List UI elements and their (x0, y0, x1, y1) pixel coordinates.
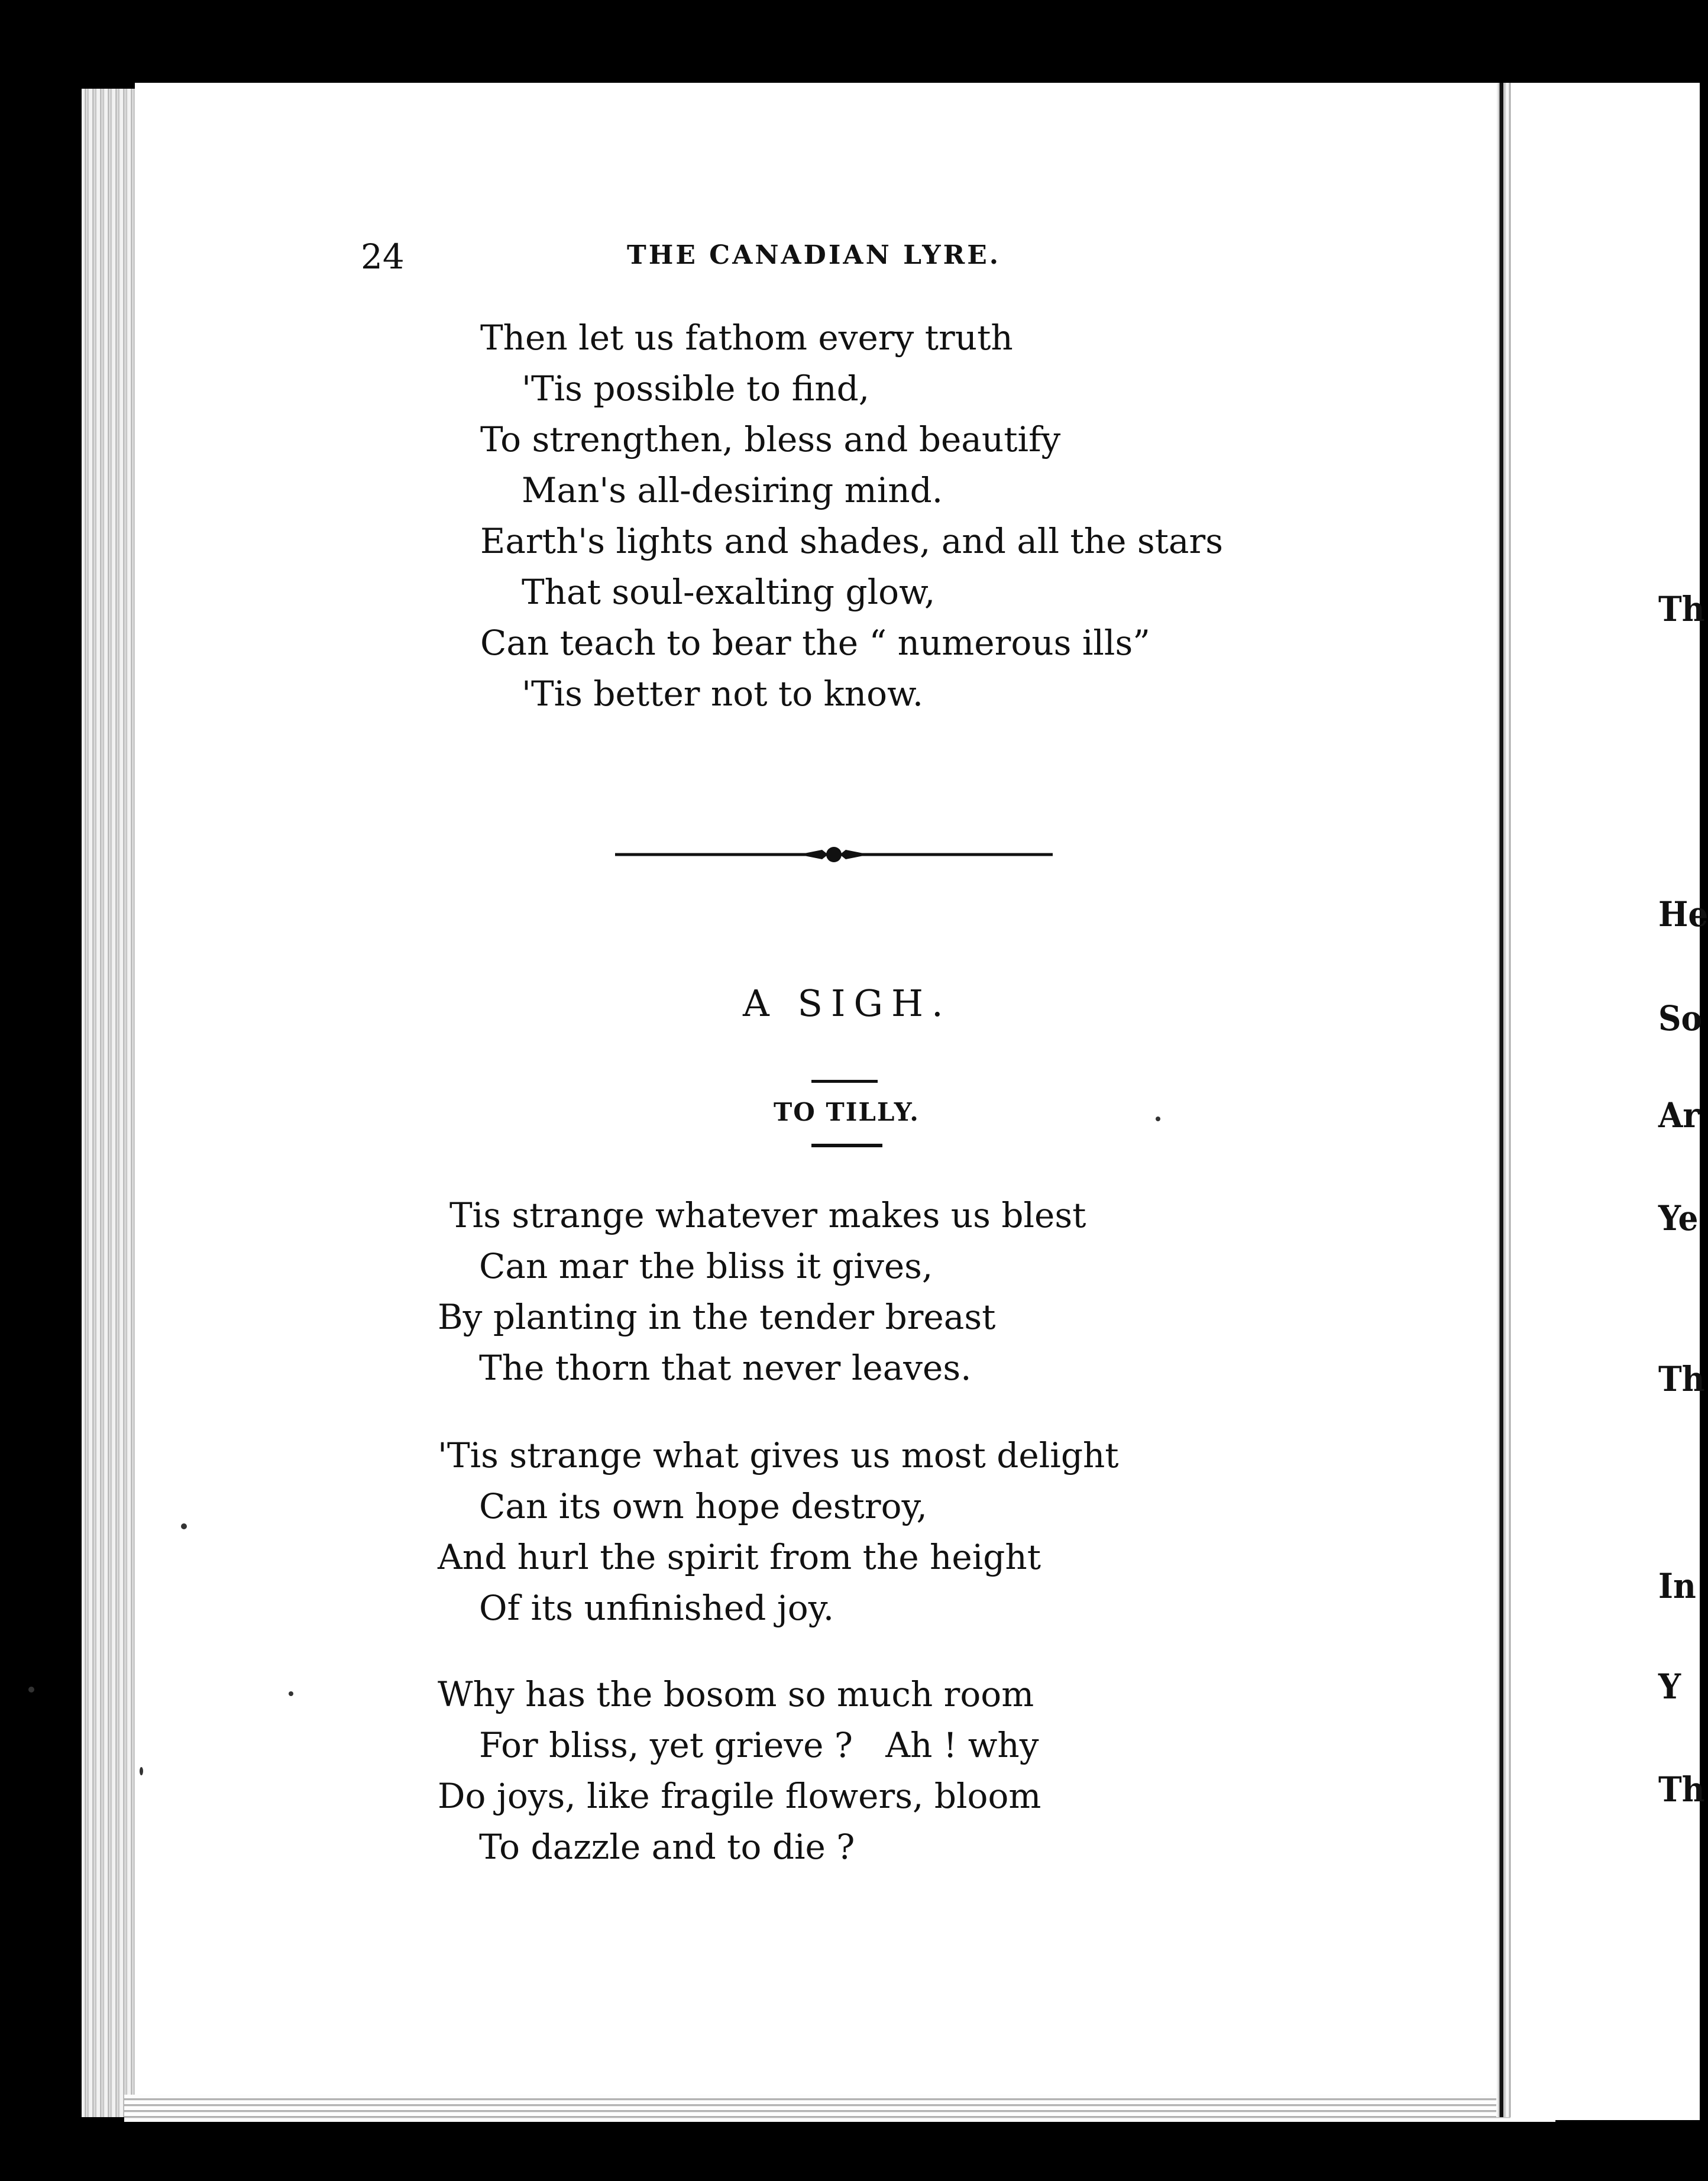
page-number: 24 (361, 237, 405, 277)
verse-line: Do joys, like fragile flowers, bloom (438, 1776, 1041, 1816)
poem-stanza-1 (438, 1190, 1086, 1393)
facing-page-fragment: Th (1658, 589, 1705, 629)
continued-stanza (480, 312, 1223, 719)
facing-page-fragment: Y (1658, 1667, 1681, 1707)
facing-page-fragment: He (1658, 894, 1708, 934)
scan-speck (1156, 1117, 1160, 1121)
verse-line: Of its unfinished joy. (479, 1588, 834, 1628)
page-bottom-edge (124, 2095, 1555, 2122)
verse-line: And hurl the spirit from the height (438, 1537, 1041, 1577)
verse-line: For bliss, yet grieve ? Ah ! why (479, 1725, 1039, 1765)
scan-speck (181, 1523, 187, 1529)
verse-line: Tis strange whatever makes us blest (449, 1195, 1086, 1235)
verse-line: 'Tis strange what gives us most delight (438, 1435, 1119, 1475)
verse-line: Why has the bosom so much room (438, 1674, 1034, 1714)
dedication-rule (811, 1144, 882, 1147)
verse-line: 'Tis better not to know. (522, 674, 924, 714)
running-title: THE CANADIAN LYRE. (627, 240, 1001, 270)
page-block-edge (82, 89, 136, 2117)
poem-stanza-2 (438, 1430, 1119, 1633)
verse-line: 'Tis possible to find, (522, 368, 870, 409)
verse-line: Can mar the bliss it gives, (479, 1246, 933, 1286)
verse-line: Can its own hope destroy, (479, 1486, 927, 1526)
verse-line: To strengthen, bless and beautify (480, 419, 1061, 460)
facing-page-fragment: Ar (1658, 1095, 1700, 1135)
facing-page-fragment: So (1658, 998, 1703, 1038)
scan-speck (140, 1767, 143, 1775)
poem-title: A SIGH. (743, 982, 952, 1025)
gutter (1496, 83, 1510, 2117)
facing-page-fragment: Th (1658, 1359, 1705, 1399)
verse-line: To dazzle and to die ? (479, 1827, 855, 1867)
scan-speck (289, 1691, 293, 1696)
verse-line: Can teach to bear the “ numerous ills” (480, 623, 1150, 663)
title-rule (811, 1080, 878, 1083)
facing-page-fragment: Th (1658, 1769, 1705, 1810)
poem-dedication: TO TILLY. (774, 1098, 920, 1127)
verse-line: That soul-exalting glow, (522, 572, 936, 612)
scan-speck (28, 1687, 34, 1693)
verse-line: Earth's lights and shades, and all the stars (480, 521, 1224, 561)
poem-stanza-3 (438, 1669, 1041, 1872)
ornamental-divider (615, 840, 1053, 869)
verse-line: Man's all-desiring mind. (522, 470, 943, 510)
verse-line: Then let us fathom every truth (480, 318, 1013, 358)
verse-line: By planting in the tender breast (438, 1297, 996, 1337)
facing-page-fragment: Ye (1658, 1198, 1699, 1238)
facing-page-fragment: In (1658, 1566, 1696, 1606)
gutter-fold-line (1500, 83, 1503, 2117)
verse-line: The thorn that never leaves. (479, 1348, 972, 1388)
